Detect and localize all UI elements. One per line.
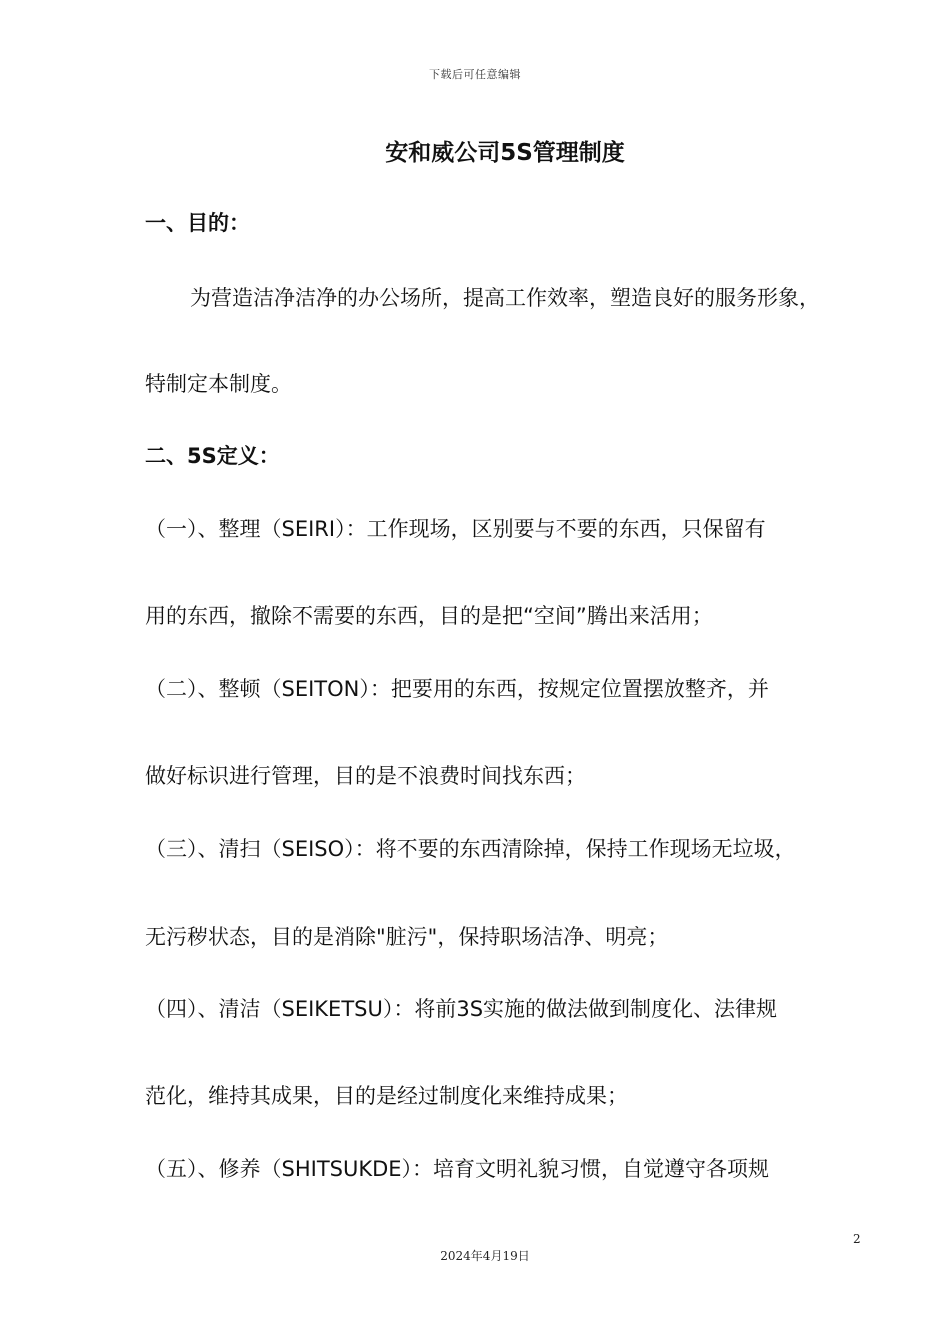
page-header: 下载后可任意编辑 — [429, 68, 521, 81]
paragraph-line: 范化，维持其成果，目的是经过制度化来维持成果； — [145, 1084, 628, 1108]
paragraph-line: （五）、修养（SHITSUKDE）：培育文明礼貌习惯，自觉遵守各项规 — [145, 1157, 770, 1181]
page-number: 2 — [853, 1232, 861, 1246]
paragraph-line: （一）、整理（SEIRI）：工作现场，区别要与不要的东西，只保留有 — [145, 517, 766, 541]
section-heading-definition: 二、5S定义： — [145, 444, 280, 468]
paragraph-line: （三）、清扫（SEISO）：将不要的东西清除掉，保持工作现场无垃圾， — [145, 837, 796, 861]
paragraph-line: 为营造洁净洁净的办公场所，提高工作效率，塑造良好的服务形象， — [190, 286, 820, 310]
paragraph-line: 做好标识进行管理，目的是不浪费时间找东西； — [145, 764, 586, 788]
paragraph-line: （二）、整顿（SEITON）：把要用的东西，按规定位置摆放整齐，并 — [145, 677, 769, 701]
paragraph-line: 用的东西，撤除不需要的东西，目的是把“空间”腾出来活用； — [145, 604, 713, 628]
paragraph-line: 特制定本制度。 — [145, 372, 292, 396]
paragraph-line: （四）、清洁（SEIKETSU）：将前3S实施的做法做到制度化、法律规 — [145, 997, 778, 1021]
paragraph-line: 无污秽状态，目的是消除"脏污"，保持职场洁净、明亮； — [145, 925, 669, 949]
document-title: 安和威公司5S管理制度 — [385, 140, 625, 166]
footer-date: 2024年4月19日 — [440, 1249, 530, 1263]
section-heading-purpose: 一、目的： — [145, 211, 250, 235]
